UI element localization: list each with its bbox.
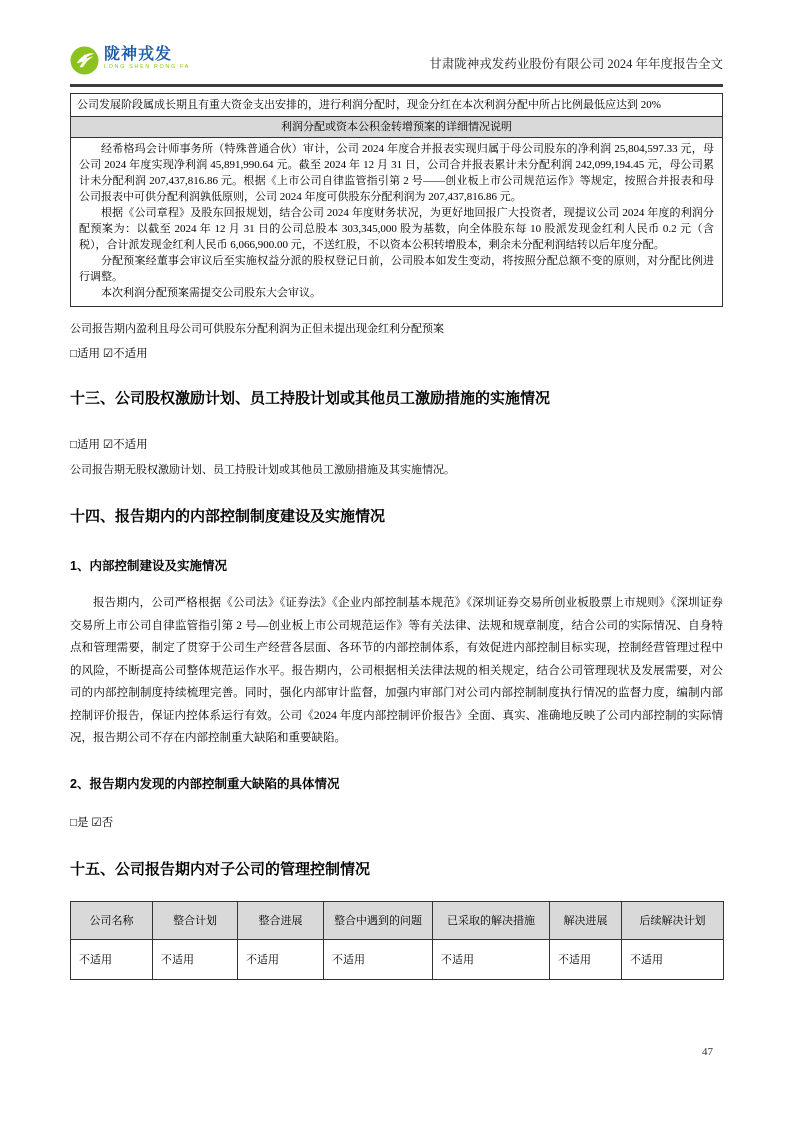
col-header: 解决进展 <box>550 901 622 939</box>
dividend-plan-table <box>70 93 723 307</box>
subsidiary-control-table <box>70 901 724 980</box>
section14-sub2-heading: 2、报告期内发现的内部控制重大缺陷的具体情况 <box>70 776 340 791</box>
dividend-paragraph: 本次利润分配预案需提交公司股东大会审议。 <box>101 287 321 299</box>
table-row <box>71 939 724 979</box>
no-cash-dividend-note: 公司报告期内盈利且母公司可供股东分配利润为正但未提出现金红利分配预案 <box>70 323 444 335</box>
company-logo <box>70 46 190 75</box>
table-cell: 不适用 <box>433 939 550 979</box>
table-cell: 不适用 <box>550 939 622 979</box>
section14-sub1-heading: 1、内部控制建设及实施情况 <box>70 559 227 573</box>
table-header-row <box>71 901 724 939</box>
col-header: 已采取的解决措施 <box>433 901 550 939</box>
section13-heading: 十三、公司股权激励计划、员工持股计划或其他员工激励措施的实施情况 <box>70 390 551 407</box>
table-cell: 不适用 <box>71 939 153 979</box>
logo-text-cn: 陇神戎发 <box>104 46 173 63</box>
dividend-paragraph: 根据《公司章程》及股东回报规划，结合公司 2024 年度财务状况，为更好地回报广大投资者，现提议公司 2024 年度的利润分配预案为：以截至 2024 年 12 月 31 日的公司总股本 303,345,000 股为基数，向全体股东每 10 股派发现金红利人民币 0.2 元（含税），合计派发现金红利人民币 6,066,900.00 元，不送红股，不以资本公积转增股本，剩余未分配利润结转以后年度分配。 <box>79 207 714 251</box>
section15-heading: 十五、公司报告期内对子公司的管理控制情况 <box>70 860 371 878</box>
table-cell: 不适用 <box>153 939 238 979</box>
col-header: 整合计划 <box>153 901 238 939</box>
table-cell: 不适用 <box>324 939 433 979</box>
section13-body: 公司报告期无股权激励计划、员工持股计划或其他员工激励措施及其实施情况。 <box>70 464 455 476</box>
col-header: 整合中遇到的问题 <box>324 901 433 939</box>
page-content <box>70 93 723 980</box>
section13-checkboxes: □适用 ☑不适用 <box>70 439 148 451</box>
dividend-paragraph: 分配预案经董事会审议后至实施权益分派的股权登记日前，公司股本如发生变动，将按照分配总额不变的原则，对分配比例进行调整。 <box>79 255 714 283</box>
section14-sub2-checkboxes: □是 ☑否 <box>70 816 114 829</box>
dividend-paragraph: 经希格玛会计师事务所（特殊普通合伙）审计，公司 2024 年度合并报表实现归属于母公司股东的净利润 25,804,597.33 元，母公司 2024 年度实现净利润 45,891,990.64 元。截至 2024 年 12 月 31 日，公司合并报表累计未分配利润 242,099,194.45 元，母公司累计未分配利润 207,437,816.86 元。根据《上市公司自律监管指引第 2 号——创业板上市公司规范运作》等规定，按照合并报表和母公司报表中可供分配利润孰低原则，公司 2024 年度可供股东分配利润为 207,437,816.86 元。 <box>79 143 714 203</box>
logo-text-en: LONG SHEN RONG FA <box>104 64 190 70</box>
table-cell: 不适用 <box>238 939 324 979</box>
page-header <box>70 44 723 82</box>
col-header: 后续解决计划 <box>622 901 724 939</box>
section14-sub1-body: 报告期内，公司严格根据《公司法》《证券法》《企业内部控制基本规范》《深圳证券交易所创业板股票上市规则》《深圳证券交易所上市公司自律监管指引第 2 号—创业板上市公司规范运作》等有关法律、法规和规章制度，结合公司的实际情况、自身特点和管理需要，制定了贯穿于公司生产经营各层面、各环节的内部控制体系，有效促进内部控制目标实现，控制经营管理过程中的风险，不断提高公司整体规范运作水平。报告期内，公司根据相关法律法规的相关规定，结合公司管理现状及发展需要，对公司的内部控制制度持续梳理完善。同时，强化内部审计监督，加强内审部门对公司内部控制制度执行情况的监督力度，编制内部控制评价报告，保证内控体系运行有效。公司《2024 年度内部控制评价报告》全面、真实、准确地反映了公司内部控制的实际情况，报告期公司不存在内部控制重大缺陷和重要缺陷。 <box>70 597 723 744</box>
logo-bird-icon <box>70 46 99 75</box>
growth-stage-cell: 公司发展阶段属成长期且有重大资金支出安排的，进行利润分配时，现金分红在本次利润分配中所占比例最低应达到 20% <box>71 94 723 117</box>
no-cash-dividend-checkboxes: □适用 ☑不适用 <box>70 348 148 360</box>
col-header: 整合进展 <box>238 901 324 939</box>
page-number: 47 <box>702 1046 713 1058</box>
table-cell: 不适用 <box>622 939 724 979</box>
section14-heading: 十四、报告期内的内部控制制度建设及实施情况 <box>70 508 386 525</box>
detail-header-cell: 利润分配或资本公积金转增预案的详细情况说明 <box>71 117 723 138</box>
col-header: 公司名称 <box>71 901 153 939</box>
detail-body-cell <box>71 138 723 307</box>
report-title: 甘肃陇神戎发药业股份有限公司 2024 年年度报告全文 <box>429 57 723 71</box>
logo-text <box>104 46 190 71</box>
header-divider <box>70 84 723 87</box>
